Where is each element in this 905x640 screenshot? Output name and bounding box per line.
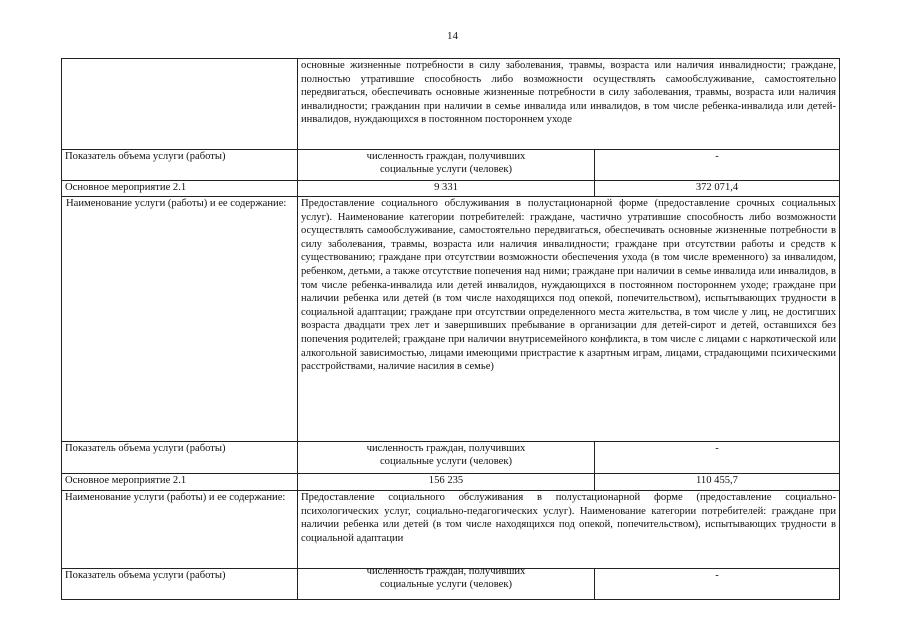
table-row [62,442,840,474]
row-label: Основное мероприятие 2.1 [62,474,298,491]
service-table [61,58,840,600]
indicator-line: численность граждан, получивших [366,566,526,577]
indicator-cell [298,150,595,181]
table-row [62,474,840,491]
indicator-line: численность граждан, получивших [366,151,526,162]
table-row [62,197,840,442]
indicator-cell [298,566,595,600]
table-row [62,150,840,181]
row-label: Показатель объема услуги (работы) [62,150,298,181]
indicator-line: численность граждан, получивших [366,443,526,454]
row-label: Наименование услуги (работы) и ее содержание: [62,491,298,569]
indicator-cell [298,442,595,474]
table-row [62,491,840,569]
content-cell: основные жизненные потребности в силу заболевания, травмы, возраста или наличия инвалидности; граждане, полностью утратившие способность либо возможности осуществлять самообслуживание, самостоятельно передвигаться, обеспечивать основные жизненные потребности в силу заболевания, травмы, возраста или наличия инвалидности; гражданин при наличии в семье инвалида или инвалидов, в том числе ребенка-инвалида или детей-инвалидов, нуждающихся в постоянном постороннем уходе [298,59,840,150]
amount-cell: 110 455,7 [595,474,840,491]
table-row [62,569,840,600]
page-number: 14 [447,30,458,42]
row-label: Показатель объема услуги (работы) [62,569,298,600]
row-label: Основное мероприятие 2.1 [62,181,298,197]
value-cell: - [595,569,840,600]
content-cell: Предоставление социального обслуживания в полустационарной форме (предоставление срочных социальных услуг). Наименование категории потребителей: граждане, частично утратившие способность либо возможности осуществлять самообслуживание, самостоятельно передвигаться, обеспечивать основные жизненные потребности в силу заболевания, травмы, возраста или наличия инвалидности; граждане при отсутствии работы и средств к существованию; граждане при отсутствии возможности обеспечения ухода (в том числе временного) за инвалидом, ребенком, детьми, а также отсутствие попечения над ними; граждане при наличии в семье инвалида или инвалидов, в том числе ребенка-инвалида или детей инвалидов, нуждающихся в постоянном постороннем уходе; граждане при наличии ребенка или детей (в том числе находящихся под опекой, попечительством), испытывающих трудности в социальной адаптации; граждане при отсутствии определенного места жительства, в том числе у лиц, не достигших возраста двадцати трех лет и завершивших пребывание в организации для детей-сирот и детей, оставшихся без попечения родителей; граждане при наличии внутрисемейного конфликта, в том числе с лицами с наркотической или алкогольной зависимостью, лицами имеющими пристрастие к азартным играм, лицами, страдающими психическими расстройствами, наличие насилия в семье) [298,197,840,442]
value-cell: - [595,150,840,181]
count-cell: 9 331 [298,181,595,197]
value-cell: - [595,442,840,474]
row-label: Показатель объема услуги (работы) [62,442,298,474]
table-row [62,181,840,197]
row-label: Наименование услуги (работы) и ее содержание: [62,197,298,442]
indicator-line: социальные услуги (человек) [379,579,513,591]
content-cell: Предоставление социального обслуживания в полустационарной форме (предоставление социально-психологических услуг, социально-педагогических услуг). Наименование категории потребителей: граждане при наличии ребенка или детей (в том числе находящихся под опекой, попечительством), испытывающих трудности в социальной адаптации [298,491,840,569]
label-cell [62,59,298,150]
table-row [62,59,840,150]
indicator-line: социальные услуги (человек) [379,456,513,468]
amount-cell: 372 071,4 [595,181,840,197]
count-cell: 156 235 [298,474,595,491]
indicator-line: социальные услуги (человек) [379,164,513,176]
